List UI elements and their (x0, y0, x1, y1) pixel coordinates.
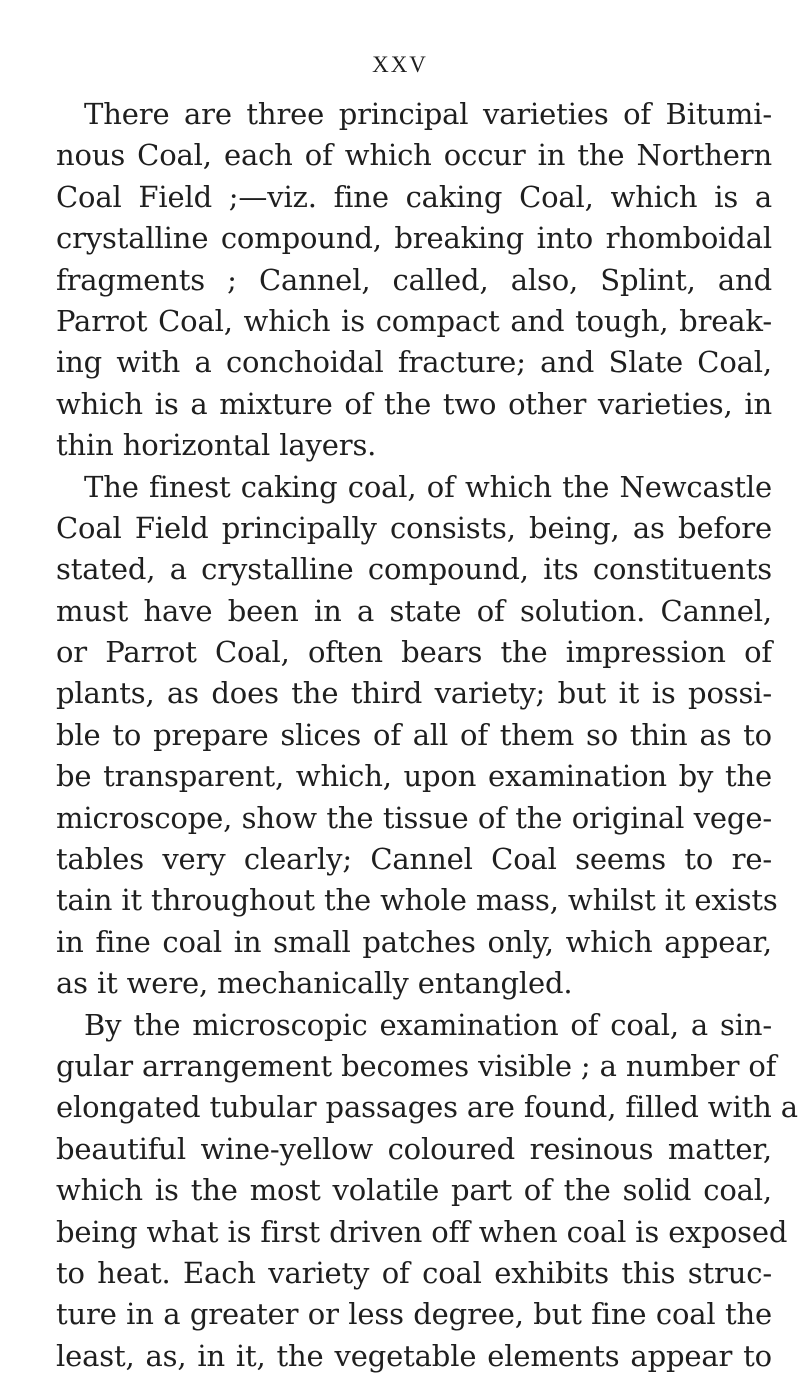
text-line: ing with a conchoidal fracture; and Slate Coal, (56, 345, 772, 380)
text-line: Coal Field principally consists, being, as before (56, 510, 772, 545)
text-line: ture in a greater or less degree, but fine coal the (56, 1297, 772, 1332)
text-line: must have been in a state of solution. Cannel, (56, 593, 772, 628)
text-line: The finest caking coal, of which the Newcastle (84, 469, 772, 504)
text-line: in fine coal in small patches only, which appear, (56, 924, 772, 959)
text-line: tain it throughout the whole mass, whilst it exists (56, 883, 778, 918)
text-line: being what is first driven off when coal is exposed (56, 1214, 788, 1249)
text-line: which is the most volatile part of the solid coal, (56, 1173, 772, 1208)
text-line: plants, as does the third variety; but it is possi- (56, 676, 772, 711)
text-line: Coal Field ;—viz. fine caking Coal, which is a (56, 179, 772, 214)
text-line: thin horizontal layers. (56, 428, 377, 463)
text-line: be transparent, which, upon examination by the (56, 759, 772, 794)
text-line: gular arrangement becomes visible ; a number of (56, 1048, 777, 1083)
text-line: elongated tubular passages are found, filled with a (56, 1090, 798, 1125)
text-line: fragments ; Cannel, called, also, Splint, and (56, 262, 772, 297)
text-line: or Parrot Coal, often bears the impression of (56, 635, 772, 670)
text-line: microscope, show the tissue of the original vege- (56, 800, 772, 835)
text-line: beautiful wine-yellow coloured resinous matter, (56, 1131, 772, 1166)
text-line: nous Coal, each of which occur in the Northern (56, 138, 772, 173)
text-line: as it were, mechanically entangled. (56, 966, 573, 1001)
text-line: to heat. Each variety of coal exhibits this struc- (56, 1255, 772, 1290)
page-number: XXV (372, 52, 428, 77)
text-line: By the microscopic examination of coal, a sin- (84, 1007, 772, 1042)
text-line: tables very clearly; Cannel Coal seems to re- (56, 842, 772, 877)
text-line: crystalline compound, breaking into rhomboidal (56, 221, 772, 256)
body-text (56, 94, 798, 1377)
text-line: which is a mixture of the two other varieties, in (56, 386, 772, 421)
text-line: Parrot Coal, which is compact and tough, break- (56, 303, 772, 338)
text-line: least, as, in it, the vegetable elements appear to (56, 1338, 772, 1373)
text-line: ble to prepare slices of all of them so thin as to (56, 717, 772, 752)
text-line: There are three principal varieties of Bitumi- (84, 97, 772, 131)
text-line: stated, a crystalline compound, its constituents (56, 552, 772, 587)
